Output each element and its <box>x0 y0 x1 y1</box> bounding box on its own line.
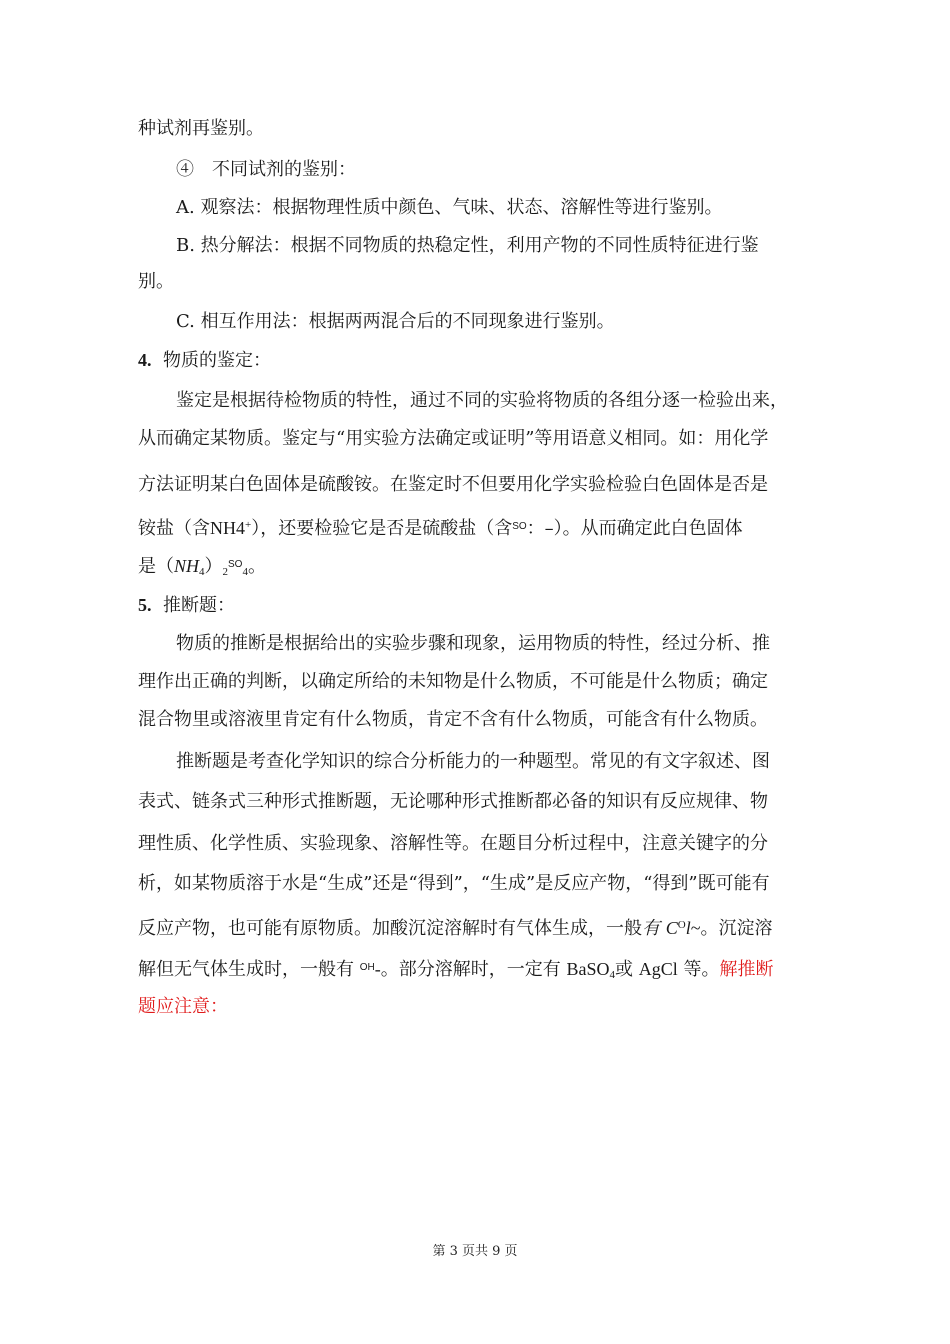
text-segment: 。部分溶解时，一定有 <box>380 959 561 980</box>
highlighted-text: 解推断 <box>719 959 774 980</box>
formula-subscript: 4 <box>609 969 615 981</box>
text-line: 别。 <box>138 271 174 292</box>
text-segment: 有 <box>642 918 660 938</box>
text-line: 理性质、化学性质、实验现象、溶解性等。在题目分析过程中，注意关键字的分 <box>138 833 768 854</box>
formula-fragment: OH <box>359 962 375 973</box>
text-line: 析，如某物质溶于水是“生成”还是“得到”，“生成”是反应产物，“得到”既可能有 <box>138 873 770 894</box>
formula-fragment: SO <box>512 521 527 532</box>
text-line: 理作出正确的判断，以确定所给的未知物是什么物质，不可能是什么物质；确定 <box>138 671 768 692</box>
formula: NH <box>174 556 200 576</box>
text-segment: 反应产物，也可能有原物质。加酸沉淀溶解时有气体生成，一般 <box>138 918 642 939</box>
text-line <box>138 956 773 987</box>
text-segment: 。沉淀溶 <box>700 918 773 939</box>
text-segment: ） <box>204 556 223 577</box>
formula: ~ <box>690 918 701 938</box>
formula-charge: + <box>245 519 252 531</box>
text-segment: ：–）。从而确定此白色固体 <box>526 518 743 539</box>
text-line <box>138 553 266 584</box>
formula: 4 <box>236 518 245 538</box>
highlighted-text: 题应注意： <box>138 996 228 1017</box>
text-line: B. 热分解法：根据不同物质的热稳定性，利用产物的不同性质特征进行鉴 <box>176 235 759 256</box>
formula: - <box>374 959 381 979</box>
text-segment: 是（ <box>138 556 174 577</box>
text-line: 物质的推断是根据给出的实验步骤和现象，运用物质的特性，经过分析、推 <box>176 633 770 654</box>
formula: O <box>677 919 686 931</box>
text-line <box>138 913 772 941</box>
text-segment: ），还要检验它是否是硫酸盐（含 <box>251 518 513 539</box>
text-line: 表式、链条式三种形式推断题，无论哪种形式推断都必备的知识有反应规律、物 <box>138 791 768 812</box>
text-line: A. 观察法：根据物理性质中颜色、气味、状态、溶解性等进行鉴别。 <box>176 197 723 218</box>
formula-subscript: 4 <box>199 566 205 578</box>
formula: NH <box>210 518 236 538</box>
text-line: 方法证明某白色固体是硫酸铵。在鉴定时不但要用化学实验检验白色固体是否是 <box>138 474 768 495</box>
section-heading-5 <box>138 593 235 618</box>
text-line: ④ 不同试剂的鉴别： <box>176 159 356 180</box>
section-heading-4 <box>138 348 271 373</box>
text-line: 混合物里或溶液里肯定有什么物质，肯定不含有什么物质，可能含有什么物质。 <box>138 709 768 730</box>
formula-subscript: 2 <box>222 566 229 578</box>
text-segment: 解但无气体生成时，一般有 <box>138 959 354 980</box>
formula: AgCl <box>638 959 678 979</box>
text-line: 鉴定是根据待检物质的特性，通过不同的实验将物质的各组分逐一检验出来， <box>176 390 788 411</box>
text-segment: 。 <box>247 556 266 577</box>
text-line: 推断题是考查化学知识的综合分析能力的一种题型。常见的有文字叙述、图 <box>176 751 770 772</box>
formula-fragment: SO <box>228 559 243 570</box>
text-line: 种试剂再鉴别。 <box>138 118 264 139</box>
formula-subscript: 4 <box>242 566 248 578</box>
heading-number: 5. <box>138 595 152 615</box>
text-line: 从而确定某物质。鉴定与“用实验方法确定或证明”等用语意义相同。如：用化学 <box>138 428 769 449</box>
text-line: C. 相互作用法：根据两两混合后的不同现象进行鉴别。 <box>176 311 615 332</box>
text-segment: 铵盐（含 <box>138 518 210 539</box>
formula: C <box>665 918 678 938</box>
heading-text: 物质的鉴定： <box>162 350 271 371</box>
text-line <box>138 513 743 541</box>
formula: l <box>685 918 691 938</box>
heading-number: 4. <box>138 350 152 370</box>
text-segment: 等。 <box>683 959 720 980</box>
page-footer: 第 3 页共 9 页 <box>432 1244 518 1259</box>
formula: BaSO <box>566 959 610 979</box>
text-segment: 或 <box>614 959 633 980</box>
heading-text: 推断题： <box>162 595 235 616</box>
